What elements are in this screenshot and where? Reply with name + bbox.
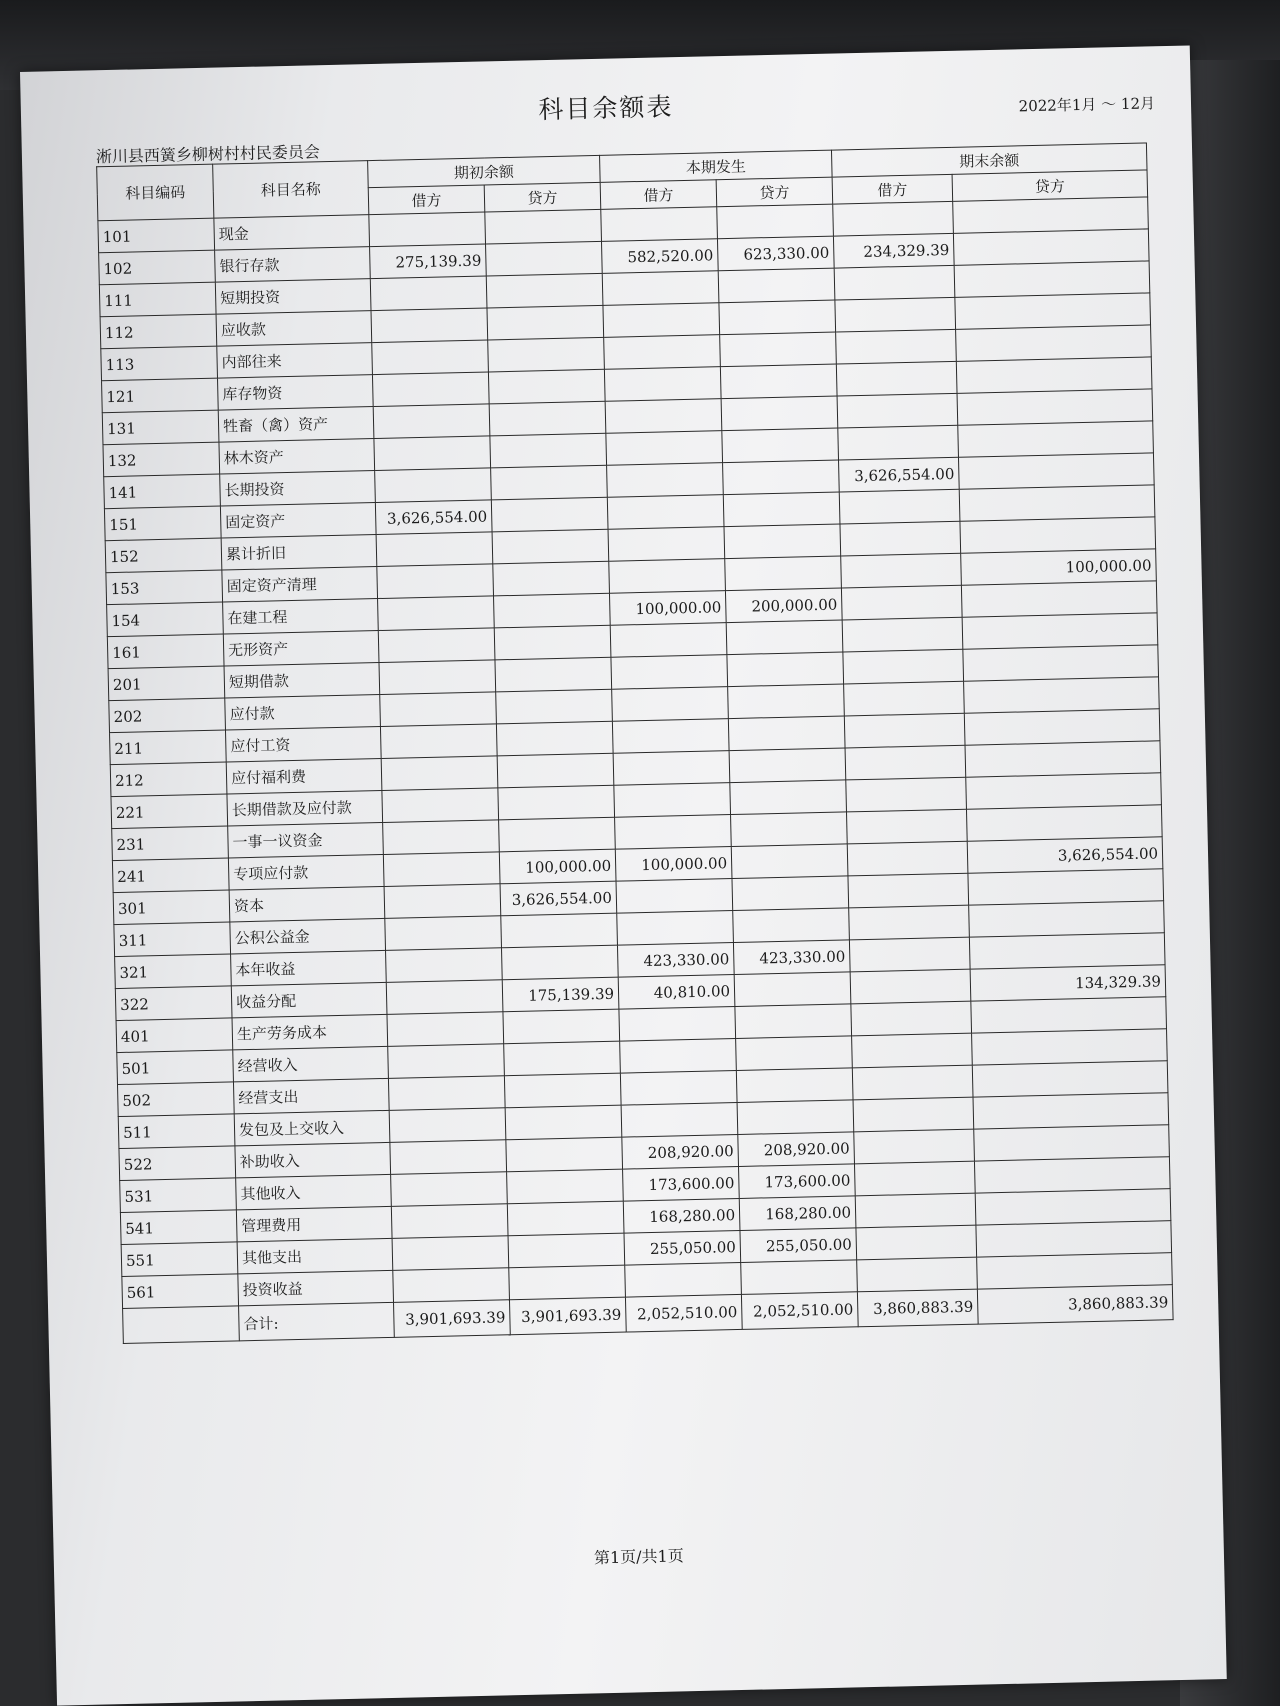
current-credit-cell [729,748,846,783]
opening-debit-cell [390,1140,507,1175]
current-debit-cell [621,1102,738,1137]
closing-credit-cell [959,453,1155,489]
account-name-cell: 无形资产 [223,631,379,667]
opening-credit-cell: 175,139.39 [502,977,619,1012]
current-credit-cell [720,332,837,367]
opening-debit-cell [372,340,489,375]
total-cur-credit-cell: 2,052,510.00 [741,1292,858,1330]
account-code-cell: 151 [104,506,221,541]
account-name-cell: 林木资产 [219,439,375,475]
closing-credit-cell [975,1189,1171,1225]
account-name-cell: 生产劳务成本 [232,1014,388,1050]
closing-debit-cell [846,777,967,812]
opening-debit-cell [386,980,503,1015]
opening-credit-cell [487,305,604,340]
opening-debit-cell [391,1204,508,1239]
opening-debit-cell [385,916,502,951]
current-debit-cell [616,879,733,914]
current-debit-cell [619,1007,736,1042]
closing-credit-cell [961,581,1157,617]
balance-table [96,142,1174,1344]
opening-credit-cell [488,337,605,372]
opening-debit-cell [387,1012,504,1047]
account-name-cell: 银行存款 [215,247,371,283]
closing-debit-cell [857,1257,978,1292]
current-debit-cell [611,655,728,690]
current-debit-cell [612,687,729,722]
opening-credit-cell [491,497,608,532]
total-code-cell [123,1306,240,1344]
opening-debit-cell [373,404,490,439]
opening-credit-cell [509,1265,626,1300]
closing-debit-cell [849,905,970,940]
opening-debit-cell [378,628,495,663]
closing-credit-cell [969,933,1165,969]
account-name-cell: 专项应付款 [228,854,384,890]
opening-credit-cell [494,625,611,660]
opening-credit-cell [496,689,613,724]
closing-debit-cell [852,1065,973,1100]
opening-debit-cell [384,884,501,919]
closing-debit-cell [852,1033,973,1068]
header-code: 科目编码 [97,164,214,221]
total-close-credit-cell: 3,860,883.39 [977,1285,1173,1324]
closing-credit-cell [972,1061,1168,1097]
current-debit-cell [620,1039,737,1074]
closing-credit-cell [959,485,1155,521]
current-debit-cell [625,1262,742,1297]
closing-credit-cell [963,645,1159,681]
closing-credit-cell [969,901,1165,937]
total-open-debit-cell: 3,901,693.39 [394,1300,511,1338]
current-debit-cell [615,815,732,850]
account-name-cell: 其他支出 [237,1238,393,1274]
closing-debit-cell [856,1225,977,1260]
account-name-cell: 固定资产 [220,503,376,539]
header-name: 科目名称 [213,161,369,219]
current-debit-cell: 582,520.00 [602,239,719,274]
opening-credit-cell [488,369,605,404]
account-code-cell: 112 [100,314,217,349]
closing-debit-cell [837,393,958,428]
account-name-cell: 收益分配 [231,982,387,1018]
closing-debit-cell [841,585,962,620]
closing-debit-cell [847,841,968,876]
total-open-credit-cell: 3,901,693.39 [509,1297,626,1335]
account-code-cell: 132 [103,442,220,477]
closing-debit-cell [848,873,969,908]
closing-debit-cell [849,937,970,972]
closing-debit-cell [855,1161,976,1196]
current-credit-cell [731,844,848,879]
opening-credit-cell [491,465,608,500]
closing-debit-cell [847,809,968,844]
current-debit-cell: 173,600.00 [623,1166,740,1201]
current-credit-cell: 423,330.00 [733,940,850,975]
closing-debit-cell [841,553,962,588]
current-credit-cell [723,460,840,495]
opening-debit-cell [383,820,500,855]
closing-credit-cell: 3,626,554.00 [967,837,1163,873]
account-code-cell: 322 [115,986,232,1021]
account-code-cell: 161 [107,634,224,669]
current-debit-cell [614,783,731,818]
closing-debit-cell [853,1097,974,1132]
opening-credit-cell [496,721,613,756]
current-credit-cell [732,876,849,911]
opening-credit-cell [504,1073,621,1108]
account-name-cell: 经营收入 [233,1046,389,1082]
current-debit-cell [609,559,726,594]
opening-debit-cell [380,692,497,727]
account-name-cell: 应付工资 [225,726,381,762]
account-code-cell: 201 [108,666,225,701]
account-code-cell: 301 [113,890,230,925]
account-code-cell: 541 [120,1210,237,1245]
opening-debit-cell [377,564,494,599]
closing-debit-cell [835,297,956,332]
account-code-cell: 212 [110,762,227,797]
opening-debit-cell [389,1108,506,1143]
current-debit-cell [610,623,727,658]
closing-debit-cell [833,201,954,236]
closing-debit-cell [855,1193,976,1228]
current-credit-cell [734,972,851,1007]
account-name-cell: 应付福利费 [226,758,382,794]
closing-debit-cell [844,681,965,716]
header-close-debit: 借方 [832,174,953,204]
header-closing: 期末余额 [832,143,1148,177]
document-title: 科目余额表 [538,92,674,125]
total-cur-debit-cell: 2,052,510.00 [625,1294,742,1332]
opening-debit-cell [381,756,498,791]
account-name-cell: 资本 [229,886,385,922]
current-debit-cell [605,399,722,434]
account-name-cell: 短期投资 [215,279,371,315]
opening-debit-cell [391,1172,508,1207]
account-code-cell: 551 [121,1242,238,1277]
total-close-debit-cell: 3,860,883.39 [857,1289,978,1327]
current-debit-cell: 168,280.00 [623,1198,740,1233]
current-credit-cell [725,556,842,591]
account-code-cell: 102 [99,250,216,285]
current-credit-cell: 168,280.00 [739,1196,856,1231]
account-code-cell: 153 [106,570,223,605]
opening-debit-cell: 3,626,554.00 [375,500,492,535]
closing-credit-cell [972,1029,1168,1065]
closing-credit-cell [953,229,1149,265]
opening-credit-cell [501,913,618,948]
opening-debit-cell [383,852,500,887]
current-credit-cell [723,492,840,527]
closing-credit-cell [955,293,1151,329]
opening-debit-cell [393,1268,510,1303]
opening-credit-cell [505,1105,622,1140]
closing-credit-cell [977,1253,1173,1289]
current-debit-cell [620,1071,737,1106]
closing-credit-cell [974,1157,1170,1193]
current-debit-cell: 423,330.00 [617,943,734,978]
current-credit-cell [727,652,844,687]
closing-credit-cell [957,389,1153,425]
opening-credit-cell: 3,626,554.00 [500,881,617,916]
opening-credit-cell [504,1041,621,1076]
opening-credit-cell [503,1009,620,1044]
current-credit-cell: 200,000.00 [725,588,842,623]
account-name-cell: 短期借款 [224,663,380,699]
current-debit-cell [617,911,734,946]
closing-debit-cell [834,265,955,300]
closing-debit-cell [842,617,963,652]
account-name-cell: 管理费用 [236,1206,392,1242]
closing-credit-cell [956,357,1152,393]
current-debit-cell [601,207,718,242]
closing-debit-cell [838,425,959,460]
closing-credit-cell [962,613,1158,649]
closing-credit-cell [964,709,1160,745]
opening-debit-cell [388,1044,505,1079]
account-name-cell: 长期借款及应付款 [227,790,383,826]
closing-credit-cell [956,325,1152,361]
current-debit-cell [613,751,730,786]
account-code-cell: 501 [117,1050,234,1085]
closing-credit-cell [965,741,1161,777]
account-name-cell: 投资收益 [238,1270,394,1306]
opening-debit-cell [378,596,495,631]
current-credit-cell [728,716,845,751]
opening-debit-cell [371,308,488,343]
opening-credit-cell [507,1169,624,1204]
account-code-cell: 202 [109,698,226,733]
account-code-cell: 101 [98,218,215,253]
account-code-cell: 561 [122,1274,239,1309]
opening-credit-cell [508,1233,625,1268]
opening-debit-cell [370,276,487,311]
account-name-cell: 应付款 [225,694,381,730]
account-code-cell: 152 [105,538,222,573]
account-code-cell: 131 [102,410,219,445]
current-debit-cell [606,431,723,466]
opening-debit-cell [376,532,493,567]
opening-debit-cell [372,372,489,407]
opening-credit-cell [485,209,602,244]
closing-credit-cell [964,677,1160,713]
opening-debit-cell [388,1076,505,1111]
account-code-cell: 211 [110,730,227,765]
current-credit-cell [736,1068,853,1103]
header-current: 本期发生 [600,150,833,182]
current-credit-cell [718,268,835,303]
header-cur-credit: 贷方 [716,177,833,207]
current-credit-cell [737,1100,854,1135]
closing-credit-cell: 100,000.00 [961,549,1157,585]
current-credit-cell [724,524,841,559]
opening-debit-cell [375,468,492,503]
current-credit-cell [731,812,848,847]
account-name-cell: 库存物资 [217,375,373,411]
closing-credit-cell [968,869,1164,905]
account-name-cell: 现金 [214,215,370,251]
current-credit-cell [717,204,834,239]
account-code-cell: 154 [107,602,224,637]
opening-debit-cell: 275,139.39 [370,244,487,279]
closing-debit-cell [843,649,964,684]
account-name-cell: 经营支出 [233,1078,389,1114]
current-debit-cell [612,719,729,754]
current-credit-cell [736,1036,853,1071]
account-name-cell: 发包及上交收入 [234,1110,390,1146]
opening-debit-cell [380,724,497,759]
closing-credit-cell [958,421,1154,457]
organization-name: 淅川县西簧乡柳树村村民委员会 [95,142,321,167]
account-code-cell: 401 [116,1018,233,1053]
opening-debit-cell [374,436,491,471]
closing-debit-cell [851,1001,972,1036]
current-credit-cell [735,1004,852,1039]
current-credit-cell [719,300,836,335]
current-credit-cell: 623,330.00 [717,236,834,271]
closing-credit-cell [974,1125,1170,1161]
account-code-cell: 321 [115,954,232,989]
closing-debit-cell: 234,329.39 [833,233,954,268]
account-code-cell: 221 [111,794,228,829]
account-code-cell: 531 [120,1178,237,1213]
account-name-cell: 补助收入 [235,1142,391,1178]
closing-debit-cell [844,713,965,748]
opening-credit-cell [490,433,607,468]
account-code-cell: 141 [104,474,221,509]
current-credit-cell [730,780,847,815]
header-cur-debit: 借方 [600,180,717,210]
report-period: 2022年1月 ～ 12月 [1018,94,1156,116]
current-debit-cell [602,271,719,306]
current-credit-cell: 173,600.00 [739,1164,856,1199]
current-credit-cell [722,428,839,463]
opening-credit-cell [495,657,612,692]
account-name-cell: 牲畜（禽）资产 [218,407,374,443]
account-code-cell: 113 [101,346,218,381]
current-credit-cell [733,908,850,943]
account-name-cell: 其他收入 [236,1174,392,1210]
closing-debit-cell [836,361,957,396]
opening-credit-cell [497,753,614,788]
current-debit-cell [604,335,721,370]
page-indicator: 第1页/共1页 [593,1546,684,1568]
account-name-cell: 应收款 [216,311,372,347]
current-debit-cell [608,527,725,562]
closing-credit-cell [954,261,1150,297]
closing-credit-cell [966,773,1162,809]
opening-debit-cell [382,788,499,823]
account-code-cell: 511 [118,1114,235,1149]
current-credit-cell [720,364,837,399]
current-debit-cell [603,303,720,338]
closing-credit-cell [976,1221,1172,1257]
current-debit-cell: 40,810.00 [618,975,735,1010]
current-debit-cell: 255,050.00 [624,1230,741,1265]
closing-debit-cell [854,1129,975,1164]
current-credit-cell: 255,050.00 [740,1228,857,1263]
closing-debit-cell: 3,626,554.00 [839,457,960,492]
opening-credit-cell [486,241,603,276]
closing-credit-cell [953,197,1149,233]
opening-debit-cell [386,948,503,983]
opening-credit-cell [501,945,618,980]
account-name-cell: 在建工程 [223,599,379,635]
header-open-debit: 借方 [368,185,485,215]
current-credit-cell [721,396,838,431]
current-debit-cell: 100,000.00 [615,847,732,882]
account-name-cell: 公积公益金 [230,918,386,954]
account-name-cell: 固定资产清理 [222,567,378,603]
opening-credit-cell [507,1201,624,1236]
current-credit-cell [726,620,843,655]
opening-credit-cell [492,529,609,564]
opening-credit-cell [498,785,615,820]
closing-credit-cell [960,517,1156,553]
opening-credit-cell [506,1137,623,1172]
closing-debit-cell [845,745,966,780]
current-credit-cell: 208,920.00 [738,1132,855,1167]
opening-debit-cell [379,660,496,695]
header-close-credit: 贷方 [952,170,1148,201]
current-debit-cell: 208,920.00 [622,1134,739,1169]
account-name-cell: 内部往来 [217,343,373,379]
account-code-cell: 522 [119,1146,236,1181]
closing-credit-cell [967,805,1163,841]
current-debit-cell: 100,000.00 [609,591,726,626]
header-open-credit: 贷方 [484,182,601,212]
account-code-cell: 121 [102,378,219,413]
current-debit-cell [604,367,721,402]
closing-debit-cell [836,329,957,364]
current-debit-cell [607,495,724,530]
closing-credit-cell: 134,329.39 [970,965,1166,1001]
opening-credit-cell [486,273,603,308]
opening-credit-cell: 100,000.00 [499,849,616,884]
account-name-cell: 本年收益 [231,950,387,986]
total-label: 合计: [239,1302,395,1341]
current-debit-cell [607,463,724,498]
closing-debit-cell [839,489,960,524]
account-name-cell: 一事一议资金 [228,822,384,858]
current-credit-cell [728,684,845,719]
opening-credit-cell [489,401,606,436]
account-code-cell: 311 [114,922,231,957]
opening-credit-cell [499,817,616,852]
paper-sheet [20,45,1227,1705]
header-opening: 期初余额 [368,155,601,187]
opening-credit-cell [493,561,610,596]
closing-credit-cell [973,1093,1169,1129]
opening-debit-cell [369,212,486,247]
opening-debit-cell [392,1236,509,1271]
closing-credit-cell [971,997,1167,1033]
closing-debit-cell [850,969,971,1004]
account-name-cell: 累计折旧 [221,535,377,571]
opening-credit-cell [494,593,611,628]
account-name-cell: 长期投资 [220,471,376,507]
account-code-cell: 502 [117,1082,234,1117]
account-code-cell: 231 [112,826,229,861]
current-credit-cell [741,1260,858,1295]
account-code-cell: 241 [112,858,229,893]
account-code-cell: 111 [99,282,216,317]
closing-debit-cell [840,521,961,556]
